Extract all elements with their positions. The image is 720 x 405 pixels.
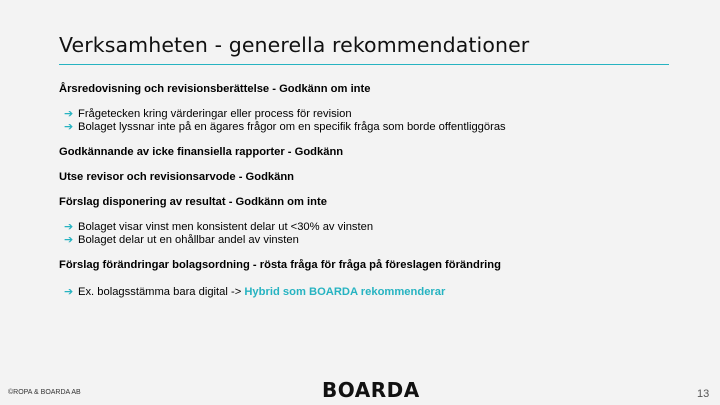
arrow-right-icon: ➔ — [64, 234, 74, 246]
boarda-recommendation-highlight: Hybrid som BOARDA rekommenderar — [244, 286, 446, 298]
copyright-text: ©ROPA & BOARDA AB — [8, 389, 81, 396]
section-heading: Förslag disponering av resultat - Godkänn om inte — [59, 196, 327, 208]
bullet-text — [78, 286, 445, 299]
arrow-right-icon: ➔ — [64, 108, 74, 120]
list-item — [59, 234, 679, 247]
arrow-right-icon: ➔ — [64, 121, 74, 133]
bullet-list — [59, 286, 679, 299]
list-item — [59, 121, 679, 134]
list-item — [59, 286, 679, 299]
bullet-text-plain: Ex. bolagsstämma bara digital -> — [78, 286, 245, 298]
bullet-list — [59, 108, 679, 134]
list-item — [59, 108, 679, 121]
title-divider — [59, 64, 669, 65]
bullet-text: Bolaget visar vinst men konsistent delar ut <30% av vinsten — [78, 221, 374, 233]
section-heading: Årsredovisning och revisionsberättelse - Godkänn om inte — [59, 83, 371, 95]
section-heading: Godkännande av icke finansiella rapporter - Godkänn — [59, 146, 344, 158]
slide-content — [59, 83, 679, 299]
arrow-right-icon: ➔ — [64, 286, 74, 298]
boarda-logo: BOARDA — [322, 378, 420, 402]
section-heading: Förslag förändringar bolagsordning - rösta fråga för fråga på föreslagen förändring — [59, 259, 501, 271]
section-heading: Utse revisor och revisionsarvode - Godkänn — [59, 171, 295, 183]
bullet-text: Bolaget lyssnar inte på en ägares frågor om en specifik fråga som borde offentliggöras — [78, 121, 506, 133]
arrow-right-icon: ➔ — [64, 221, 74, 233]
bullet-list — [59, 221, 679, 247]
bullet-text: Bolaget delar ut en ohållbar andel av vinsten — [78, 234, 299, 246]
slide-title: Verksamheten - generella rekommendationer — [59, 33, 530, 57]
list-item — [59, 221, 679, 234]
bullet-text: Frågetecken kring värderingar eller process för revision — [78, 108, 352, 120]
page-number: 13 — [697, 388, 710, 400]
